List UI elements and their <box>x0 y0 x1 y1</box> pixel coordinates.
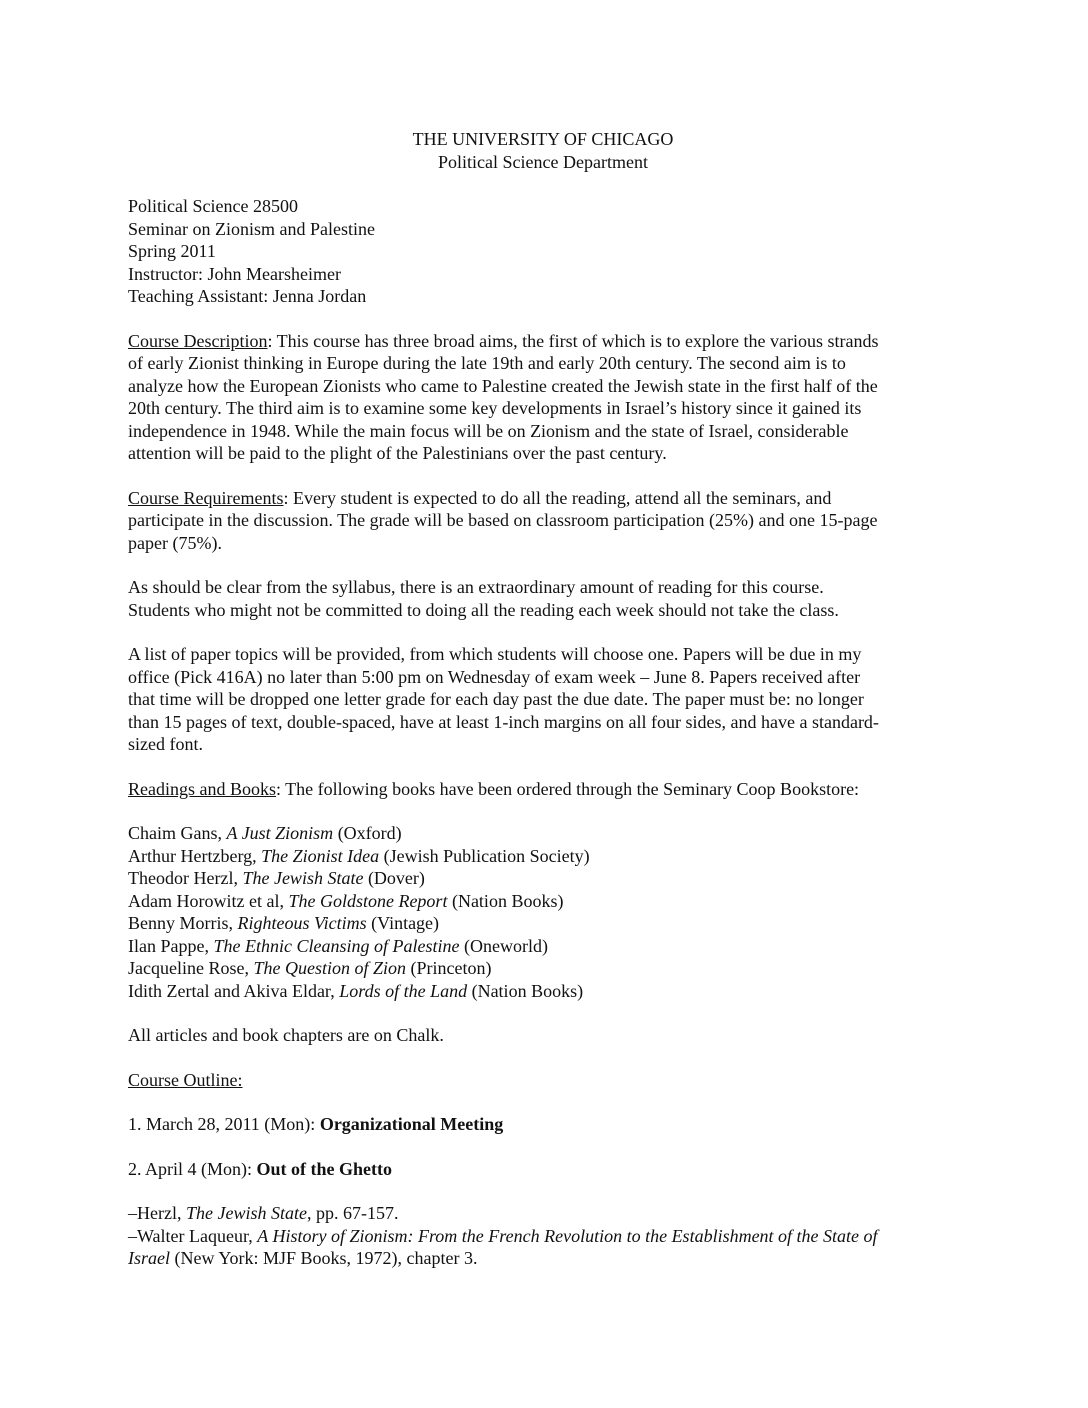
paper-requirements <box>128 643 958 756</box>
course-term: Spring 2011 <box>128 241 216 261</box>
department-name: Political Science Department <box>438 151 648 172</box>
session-label: 2. April 4 (Mon): <box>128 1158 257 1179</box>
description-line: : This course has three broad aims, the first of which is to explore the various strands <box>267 330 879 351</box>
requirements-heading: Course Requirements <box>128 487 284 508</box>
readings-intro: : The following books have been ordered through the Seminary Coop Bookstore: <box>276 778 860 799</box>
book-list <box>128 822 958 1002</box>
course-title: Seminar on Zionism and Palestine <box>128 218 375 239</box>
readings-section <box>128 778 958 801</box>
book-item: Theodor Herzl, The Jewish State (Dover) <box>128 868 425 888</box>
course-number: Political Science 28500 <box>128 196 298 216</box>
course-assistant: Teaching Assistant: Jenna Jordan <box>128 286 367 306</box>
requirements-line: : Every student is expected to do all the reading, attend all the seminars, and <box>283 487 832 508</box>
reading-item: –Walter Laqueur, A History of Zionism: From the French Revolution to the Establishment of the State of <box>128 1225 878 1246</box>
document-header <box>128 128 958 173</box>
requirements-line: participate in the discussion. The grade will be based on classroom participation (25%) and one 15-page <box>128 510 878 530</box>
book-item: Jacqueline Rose, The Question of Zion (Princeton) <box>128 958 492 978</box>
reading-note <box>128 576 958 621</box>
book-item: Benny Morris, Righteous Victims (Vintage) <box>128 913 440 933</box>
outline-heading: Course Outline: <box>128 1069 243 1090</box>
book-item: Adam Horowitz et al, The Goldstone Report (Nation Books) <box>128 890 564 911</box>
university-name: THE UNIVERSITY OF CHICAGO <box>412 129 674 149</box>
session-label: 1. March 28, 2011 (Mon): <box>128 1114 320 1134</box>
outline-session <box>128 1158 958 1181</box>
paper-line: sized font. <box>128 734 203 754</box>
course-info <box>128 195 958 308</box>
book-item: Idith Zertal and Akiva Eldar, Lords of the Land (Nation Books) <box>128 980 584 1001</box>
course-instructor: Instructor: John Mearsheimer <box>128 263 341 284</box>
book-item: Arthur Hertzberg, The Zionist Idea (Jewish Publication Society) <box>128 845 590 866</box>
paper-line: office (Pick 416A) no later than 5:00 pm on Wednesday of exam week – June 8. Papers received after <box>128 666 861 687</box>
chalk-note <box>128 1024 958 1047</box>
paper-line: than 15 pages of text, double-spaced, have at least 1-inch margins on all four sides, and have a standard- <box>128 711 879 732</box>
description-heading: Course Description <box>128 330 268 351</box>
description-line: analyze how the European Zionists who came to Palestine created the Jewish state in the first half of the <box>128 375 878 396</box>
book-item: Ilan Pappe, The Ethnic Cleansing of Palestine (Oneworld) <box>128 935 548 956</box>
course-outline <box>128 1069 958 1092</box>
session-topic: Organizational Meeting <box>319 1114 504 1134</box>
reading-note-line: Students who might not be committed to doing all the reading each week should not take the class. <box>128 599 839 620</box>
book-item: Chaim Gans, A Just Zionism (Oxford) <box>128 823 402 843</box>
course-requirements <box>128 487 958 555</box>
readings-heading: Readings and Books <box>128 778 276 799</box>
reading-item: –Herzl, The Jewish State, pp. 67-157. <box>128 1203 399 1223</box>
chalk-note-text: All articles and book chapters are on Chalk. <box>128 1025 444 1045</box>
description-line: of early Zionist thinking in Europe during the late 19th and early 20th century. The second aim is to <box>128 353 846 373</box>
document-page <box>128 128 958 1270</box>
reading-item: Israel (New York: MJF Books, 1972), chapter 3. <box>128 1248 478 1268</box>
session-topic: Out of the Ghetto <box>256 1158 392 1179</box>
reading-note-line: As should be clear from the syllabus, there is an extraordinary amount of reading for this course. <box>128 577 824 597</box>
description-line: attention will be paid to the plight of the Palestinians over the past century. <box>128 443 667 463</box>
requirements-line: paper (75%). <box>128 532 222 553</box>
description-line: independence in 1948. While the main focus will be on Zionism and the state of Israel, considerable <box>128 420 849 441</box>
session-readings <box>128 1202 958 1270</box>
paper-line: that time will be dropped one letter grade for each day past the due date. The paper must be: no longer <box>128 689 864 709</box>
description-line: 20th century. The third aim is to examine some key developments in Israel’s history since it gained its <box>128 398 862 418</box>
outline-session <box>128 1113 958 1136</box>
course-description <box>128 330 958 465</box>
paper-line: A list of paper topics will be provided, from which students will choose one. Papers will be due in my <box>128 644 862 664</box>
